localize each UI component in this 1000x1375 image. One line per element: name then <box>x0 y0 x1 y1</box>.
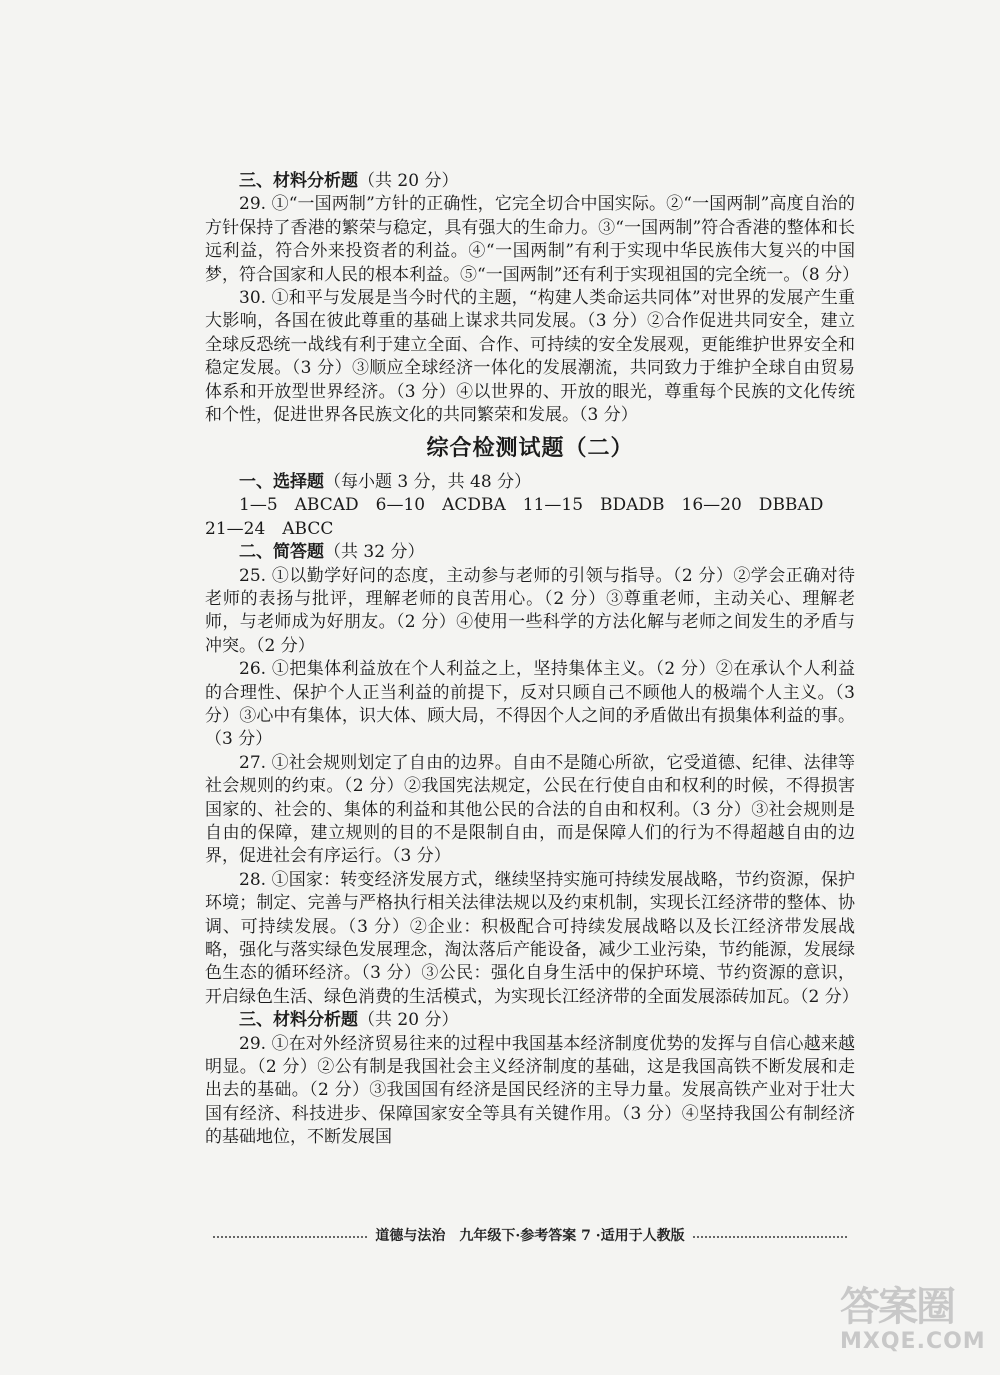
page-footer <box>205 1225 855 1245</box>
heading-bold: 二、简答题 <box>239 542 324 563</box>
answer-25: 25. ①以勤学好问的态度，主动参与老师的引领与指导。（2 分）②学会正确对待老师的表扬与批评，理解老师的良苦用心。（2 分）③尊重老师，主动关心、理解老师，与老师成为好朋友。（2 分）④使用一些科学的方法化解与老师之间发生的矛盾与冲突。（2 分） <box>205 565 855 656</box>
mc-answers-line-1: 1—5 ABCAD 6—10 ACDBA 11—15 BDADB 16—20 DBBAD <box>239 495 824 516</box>
answer-30: 30. ①和平与发展是当今时代的主题，“构建人类命运共同体”对世界的发展产生重大影响，各国在彼此尊重的基础上谋求共同发展。（3 分）②合作促进共同安全，建立全球反恐统一战线有利于建立全面、合作、可持续的安全发展观，更能维护世界安全和稳定发展。（3 分）③顺应全球经济一体化的发展潮流，共同致力于维护全球自由贸易体系和开放型世界经济。（3 分）④以世界的、开放的眼光，尊重每个民族的文化传统和个性，促进世界各民族文化的共同繁荣和发展。（3 分） <box>205 288 855 426</box>
footer-text: 道德与法治 九年级下·参考答案 7 ·适用于人教版 <box>375 1228 685 1244</box>
answer-29-second: 29. ①在对外经济贸易往来的过程中我国基本经济制度优势的发挥与自信心越来越明显。（2 分）②公有制是我国社会主义经济制度的基础，这是我国高铁不断发展和走出去的基础。（2 分）③我国国有经济是国民经济的主导力量。发展高铁产业对于壮大国有经济、科技进步、保障国家安全等具有关键作用。（3 分）④坚持我国公有制经济的基础地位，不断发展国 <box>205 1033 855 1148</box>
heading-bold: 三、材料分析题 <box>239 1010 358 1031</box>
watermark-logo-text: 答案圈 <box>840 1284 954 1330</box>
footer-dotted-rule-right <box>693 1236 847 1238</box>
answer-content <box>205 170 860 1150</box>
footer-dotted-rule-left <box>213 1236 367 1238</box>
section-heading-material-analysis <box>205 170 855 193</box>
heading-bold: 一、选择题 <box>239 471 324 492</box>
heading-score: （共 20 分） <box>358 171 459 191</box>
answer-27: 27. ①社会规则划定了自由的边界。自由不是随心所欲，它受道德、纪律、法律等社会规则的约束。（2 分）②我国宪法规定，公民在行使自由和权利的时候，不得损害国家的、社会的、集体的利益和其他公民的合法的自由和权利。（3 分）③社会规则是自由的保障，建立规则的目的不是限制自由，而是保障人们的行为不得超越自由的边界，促进社会有序运行。（3 分） <box>205 752 855 867</box>
answer-28: 28. ①国家：转变经济发展方式，继续坚持实施可持续发展战略，节约资源，保护环境；制定、完善与严格执行相关法律法规以及约束机制，实现长江经济带的整体、协调、可持续发展。（3 分）②企业：积极配合可持续发展战略以及长江经济带发展战略，强化与落实绿色发展理念，淘汰落后产能设备，减少工业污染，节约能源，发展绿色生态的循环经济。（3 分）③公民：强化自身生活中的保护环境、节约资源的意识，开启绿色生活、绿色消费的生活模式，为实现长江经济带的全面发展添砖加瓦。（2 分） <box>205 869 859 1007</box>
section-title: 综合检测试题（二） <box>426 435 634 462</box>
heading-bold: 三、材料分析题 <box>239 171 358 191</box>
section-heading-material-analysis-2 <box>205 1009 855 1032</box>
answer-26: 26. ①把集体利益放在个人利益之上，坚持集体主义。（2 分）②在承认个人利益的合理性、保护个人正当利益的前提下，反对只顾自己不顾他人的极端个人主义。（3 分）③心中有集体，识大体、顾大局，不得因个人之间的矛盾做出有损集体利益的事。（3 分） <box>205 659 855 750</box>
heading-score: （每小题 3 分，共 48 分） <box>324 471 532 492</box>
heading-score: （共 32 分） <box>324 542 425 563</box>
section-heading-short-answer <box>205 541 855 564</box>
site-watermark <box>840 1285 990 1365</box>
heading-score: （共 20 分） <box>358 1010 459 1031</box>
mc-answers-line-2: 21—24 ABCC <box>205 518 334 539</box>
section-heading-multiple-choice <box>205 471 855 494</box>
answer-29: 29. ①“一国两制”方针的正确性，它完全切合中国实际。②“一国两制”高度自治的方针保持了香港的繁荣与稳定，具有强大的生命力。③“一国两制”符合香港的整体和长远利益，符合外来投资者的利益。④“一国两制”有利于实现中华民族伟大复兴的中国梦，符合国家和人民的根本利益。⑤“一国两制”还有利于实现祖国的完全统一。（8 分） <box>205 194 860 285</box>
watermark-url: MXQE.COM <box>840 1329 986 1354</box>
